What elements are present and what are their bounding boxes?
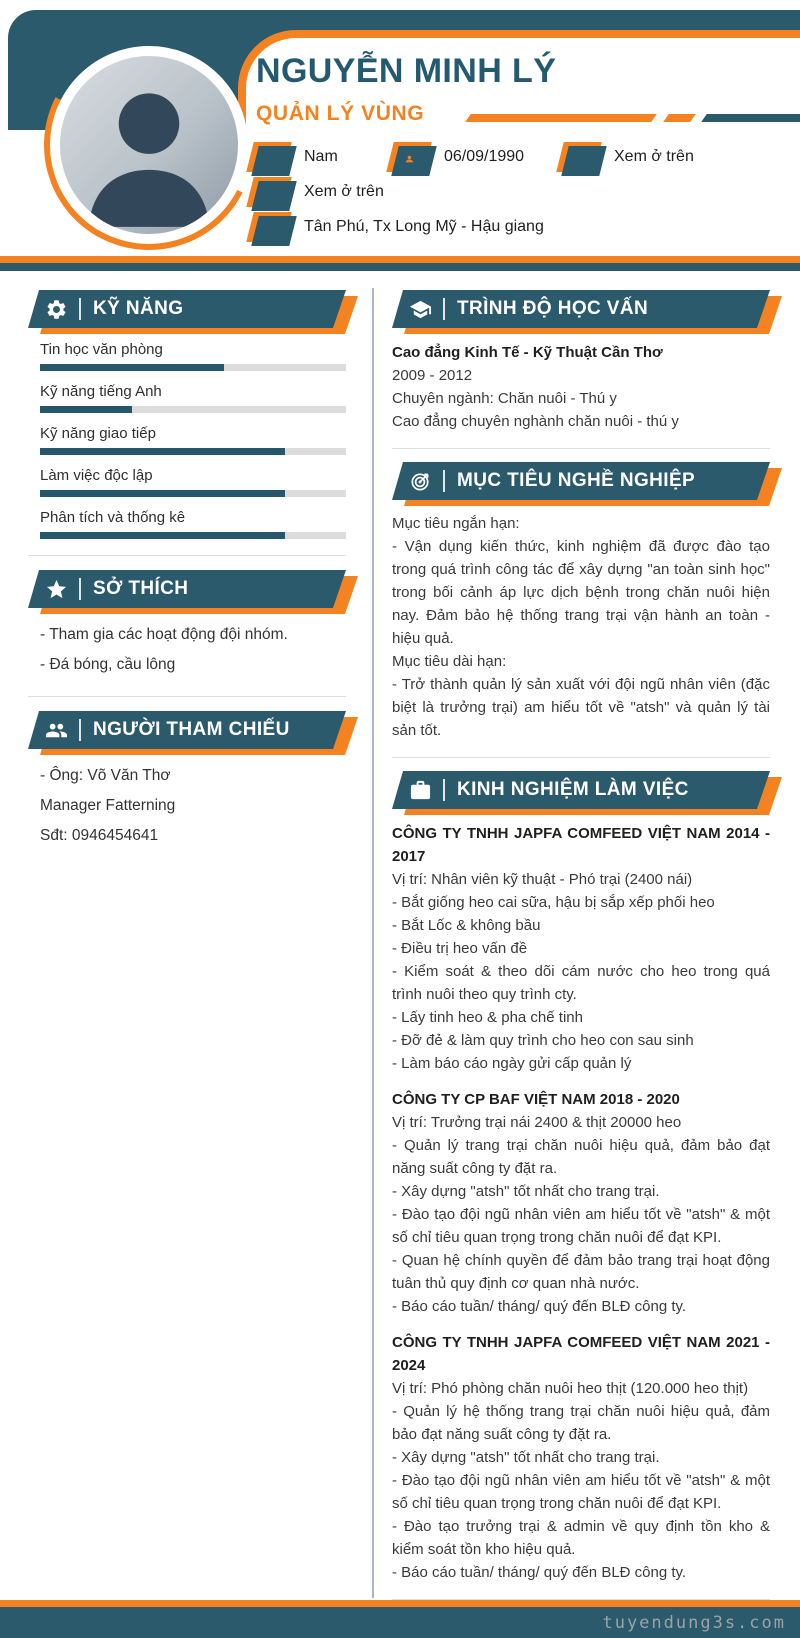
target-icon <box>409 470 432 493</box>
skill-item <box>40 509 346 539</box>
hobbies-list <box>28 620 346 680</box>
reference-line: - Ông: Võ Văn Thơ <box>40 767 171 784</box>
job-bullet: - Đỡ đẻ & làm quy trình cho heo con sau sinh <box>392 1032 694 1049</box>
graduation-cap-icon <box>409 298 432 321</box>
email-icon <box>246 177 291 207</box>
skill-bar-track <box>40 448 346 455</box>
job-bullet: - Bắt Lốc & không bầu <box>392 917 541 934</box>
section-header-references <box>28 711 346 749</box>
skill-label: Phân tích và thống kê <box>40 509 186 526</box>
contact-gender <box>250 142 338 172</box>
skill-bar-fill <box>40 364 224 371</box>
education-years: 2009 - 2012 <box>392 367 473 384</box>
job-bullet: - Báo cáo tuần/ tháng/ quý đến BLĐ công ty. <box>392 1298 687 1315</box>
job-entry <box>392 1331 770 1584</box>
job-company: CÔNG TY TNHH JAPFA COMFEED VIỆT NAM 2021 - 2024 <box>392 1334 770 1374</box>
objective-line: Mục tiêu ngắn hạn: <box>392 515 520 532</box>
objective-line: - Trở thành quản lý sản xuất với đội ngũ nhân viên (đặc biệt là trưởng trại) am hiểu tốt về "atsh" và quản lý tài sản tốt. <box>392 676 770 739</box>
divider-rule <box>28 555 346 556</box>
footer-bar <box>0 1607 800 1638</box>
job-bullet: - Lấy tinh heo & pha chế tinh <box>392 1009 583 1026</box>
skill-bar-fill <box>40 406 132 413</box>
skill-bar-fill <box>40 448 285 455</box>
skill-bar-track <box>40 532 346 539</box>
job-position: Vị trí: Phó phòng chăn nuôi heo thịt (120.000 heo thịt) <box>392 1380 749 1397</box>
skill-item <box>40 341 346 371</box>
header <box>0 0 800 256</box>
education-major: Chuyên ngành: Chăn nuôi - Thú y <box>392 390 617 407</box>
page-title: NGUYỄN MINH LÝ <box>256 52 557 90</box>
contact-phone <box>560 142 694 172</box>
education-school: Cao đẳng Kinh Tế - Kỹ Thuật Cần Thơ <box>392 344 663 361</box>
job-bullet: - Bắt giống heo cai sữa, hậu bị sắp xếp phối heo <box>392 894 715 911</box>
job-bullet: - Điều trị heo vấn đề <box>392 940 528 957</box>
job-bullet: - Quan hệ chính quyền để đảm bảo trang trại hoạt động tuân thủ quy định cơ quan nhà nước. <box>392 1252 770 1292</box>
job-company: CÔNG TY CP BAF VIỆT NAM 2018 - 2020 <box>392 1091 680 1108</box>
profile-photo <box>50 46 248 244</box>
contact-birthday-value: 06/09/1990 <box>444 148 525 165</box>
section-header-experience <box>392 771 770 809</box>
skill-bar-track <box>40 490 346 497</box>
skill-item <box>40 467 346 497</box>
skill-bar-track <box>40 406 346 413</box>
watermark: tuyendung3s.com <box>602 1612 786 1633</box>
star-icon <box>45 578 68 601</box>
education-note: Cao đẳng chuyên nghành chăn nuôi - thú y <box>392 413 679 430</box>
skill-label: Tin học văn phòng <box>40 341 163 358</box>
objective-block <box>392 512 770 742</box>
skill-item <box>40 383 346 413</box>
right-column <box>392 290 770 1613</box>
header-divider-orange <box>0 256 800 263</box>
job-bullet: - Quản lý hệ thống trang trại chăn nuôi hiệu quả, đảm bảo đạt năng suất công ty đặt ra. <box>392 1403 770 1443</box>
section-header-skills <box>28 290 346 328</box>
header-divider-teal <box>0 263 800 271</box>
job-bullet: - Đào tạo đội ngũ nhân viên am hiểu tốt về "atsh" & một số chỉ tiêu quan trọng trong chăn nuôi để đạt KPI. <box>392 1472 770 1512</box>
skill-bar-fill <box>40 532 285 539</box>
job-position: Vị trí: Trưởng trại nái 2400 & thịt 20000 heo <box>392 1114 682 1131</box>
section-title-objective: MỤC TIÊU NGHỀ NGHIỆP <box>457 470 696 491</box>
skill-label: Làm việc độc lập <box>40 467 153 484</box>
job-company: CÔNG TY TNHH JAPFA COMFEED VIỆT NAM 2014 - 2017 <box>392 825 770 865</box>
job-entry <box>392 822 770 1075</box>
contact-email <box>250 177 384 207</box>
job-entry <box>392 1088 770 1318</box>
section-title-references: NGƯỜI THAM CHIẾU <box>93 719 290 740</box>
section-title-education: TRÌNH ĐỘ HỌC VẤN <box>457 298 649 319</box>
experience-list <box>392 822 770 1584</box>
divider-rule <box>392 757 770 758</box>
objective-line: Mục tiêu dài hạn: <box>392 653 507 670</box>
job-position: Vị trí: Nhân viên kỹ thuật - Phó trại (2400 nái) <box>392 871 693 888</box>
contact-address-value: Tân Phú, Tx Long Mỹ - Hậu giang <box>304 218 544 235</box>
contact-birthday <box>390 142 524 172</box>
skill-bar-fill <box>40 490 285 497</box>
hobby-item: - Tham gia các hoạt động đội nhóm. <box>40 626 288 643</box>
job-bullet: - Quản lý trang trại chăn nuôi hiệu quả, đảm bảo đạt năng suất công ty đặt ra. <box>392 1137 770 1177</box>
reference-line: Manager Fatterning <box>40 797 176 814</box>
education-block <box>392 341 770 433</box>
section-header-education <box>392 290 770 328</box>
gear-icon <box>45 298 68 321</box>
job-bullets <box>392 891 770 1075</box>
location-icon <box>246 212 291 242</box>
section-title-hobbies: SỞ THÍCH <box>93 578 189 599</box>
skills-list <box>28 341 346 539</box>
contact-gender-value: Nam <box>304 148 338 165</box>
job-bullet: - Làm báo cáo ngày gửi cấp quản lý <box>392 1055 632 1072</box>
decor-slash-teal <box>701 114 800 122</box>
skill-item <box>40 425 346 455</box>
skill-bar-track <box>40 364 346 371</box>
job-bullet: - Xây dựng "atsh" tốt nhất cho trang trại. <box>392 1183 660 1200</box>
briefcase-icon <box>409 779 432 802</box>
section-header-objective <box>392 462 770 500</box>
footer-divider-orange <box>0 1600 800 1607</box>
people-icon <box>45 719 68 742</box>
skill-label: Kỹ năng giao tiếp <box>40 425 156 442</box>
job-bullets <box>392 1400 770 1584</box>
job-bullet: - Xây dựng "atsh" tốt nhất cho trang trại. <box>392 1449 660 1466</box>
section-header-hobbies <box>28 570 346 608</box>
references-list <box>28 761 346 851</box>
job-bullet: - Báo cáo tuần/ tháng/ quý đến BLĐ công ty. <box>392 1564 687 1581</box>
contact-address <box>250 212 544 242</box>
column-divider <box>372 288 374 1598</box>
contact-email-value: Xem ở trên <box>304 183 384 200</box>
decor-slash-orange-long <box>465 114 657 122</box>
reference-line: Sđt: 0946454641 <box>40 827 159 844</box>
hobby-item: - Đá bóng, cầu lông <box>40 656 176 673</box>
section-title-experience: KINH NGHIỆM LÀM VIỆC <box>457 779 689 800</box>
decor-slash-orange-short <box>663 114 696 122</box>
contact-phone-value: Xem ở trên <box>614 148 694 165</box>
job-bullet: - Đào tạo đội ngũ nhân viên am hiểu tốt về "atsh" & một số chỉ tiêu quan trọng trong chăn nuôi để đạt KPI. <box>392 1206 770 1246</box>
divider-rule <box>28 696 346 697</box>
job-bullet: - Kiểm soát & theo dõi cám nước cho heo trong quá trình nuôi theo quy trình cty. <box>392 963 770 1003</box>
calendar-icon <box>386 142 431 172</box>
divider-rule <box>392 448 770 449</box>
job-bullet: - Đào tạo trưởng trại & admin về quy định tồn kho & kiểm soát tồn kho hiệu quả. <box>392 1518 770 1558</box>
job-bullets <box>392 1134 770 1318</box>
section-title-skills: KỸ NĂNG <box>93 298 184 319</box>
person-silhouette-icon <box>60 56 238 234</box>
phone-icon <box>556 142 601 172</box>
skill-label: Kỹ năng tiếng Anh <box>40 383 162 400</box>
job-title: QUẢN LÝ VÙNG <box>256 102 425 125</box>
objective-line: - Vận dụng kiến thức, kinh nghiệm đã được đào tạo trong quá trình công tác để xây dựng "an toàn sinh học" trong bối cảnh áp lực dịch bệnh trong chăn nuôi hiện nay. Đảm bảo hệ thống trang trại vận hành an toàn - hiệu quả. <box>392 538 770 647</box>
left-column <box>28 290 346 851</box>
